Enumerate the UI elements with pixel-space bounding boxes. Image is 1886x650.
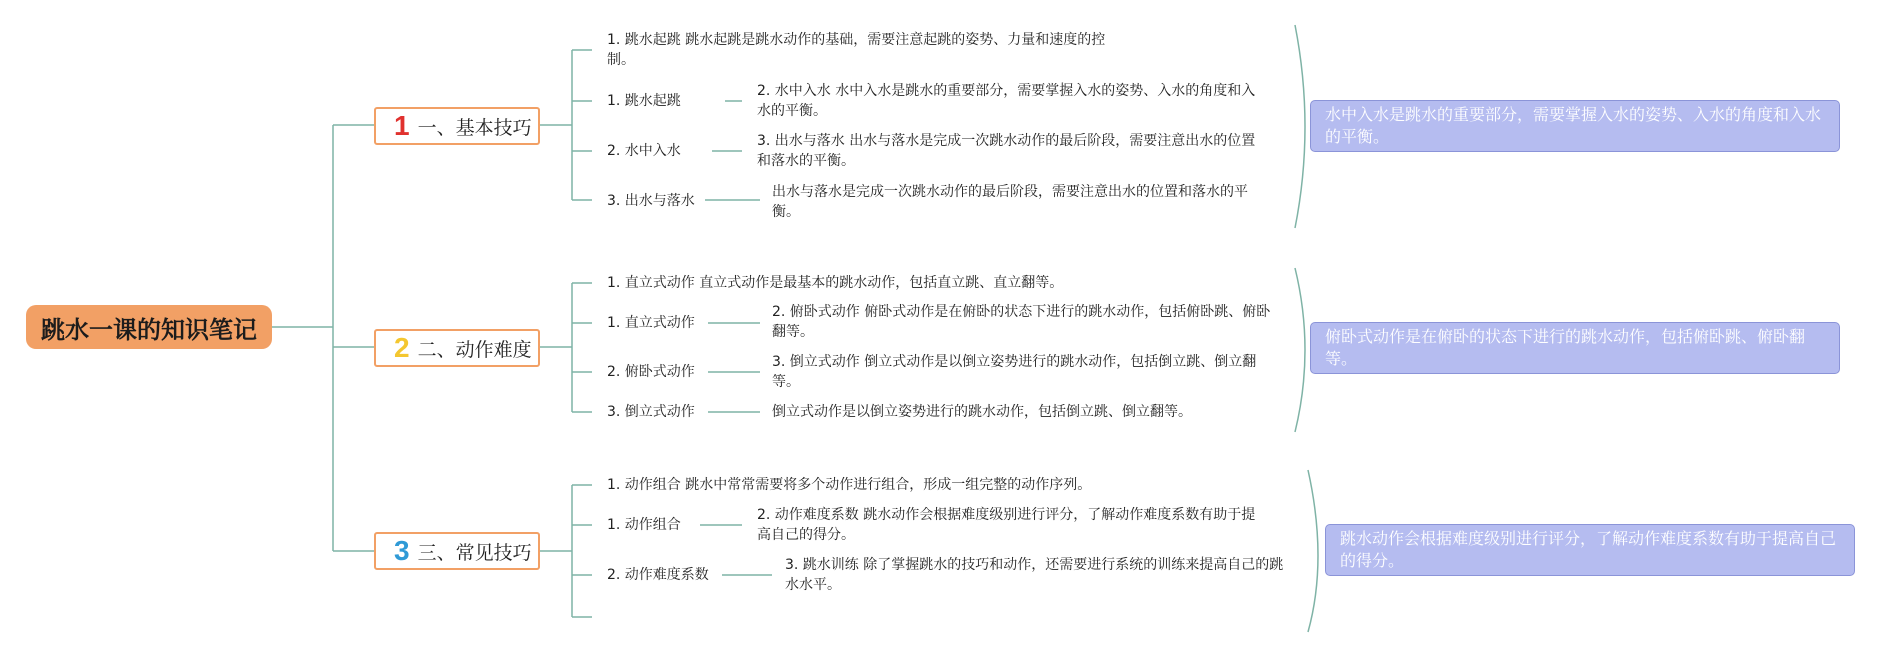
detail-item[interactable]: 3. 倒立式动作 倒立式动作是以倒立姿势进行的跳水动作，包括倒立跳、倒立翻等。 <box>772 354 1257 390</box>
topic-item[interactable]: 1. 直立式动作 直立式动作是最基本的跳水动作，包括直立跳、直立翻等。 <box>607 275 1064 291</box>
branch-basic-skills[interactable] <box>374 107 540 145</box>
topic-item[interactable]: 2. 水中入水 <box>607 143 681 159</box>
detail-item[interactable]: 出水与落水是完成一次跳水动作的最后阶段，需要注意出水的位置和落水的平衡。 <box>772 184 1248 220</box>
detail-item[interactable]: 2. 水中入水 水中入水是跳水的重要部分，需要掌握入水的姿势、入水的角度和入水的平衡。 <box>757 83 1256 119</box>
topic-item[interactable]: 3. 倒立式动作 <box>607 404 695 420</box>
summary-note-text: 水中入水是跳水的重要部分，需要掌握入水的姿势、入水的角度和入水的平衡。 <box>1325 105 1822 146</box>
topic-item[interactable]: 1. 动作组合 <box>607 517 681 533</box>
branch-common-skills[interactable] <box>374 532 540 570</box>
topic-item[interactable]: 3. 出水与落水 <box>607 193 695 209</box>
detail-item[interactable]: 2. 俯卧式动作 俯卧式动作是在俯卧的状态下进行的跳水动作，包括俯卧跳、俯卧翻等。 <box>772 304 1271 340</box>
detail-item[interactable]: 3. 出水与落水 出水与落水是完成一次跳水动作的最后阶段，需要注意出水的位置和落水的平衡。 <box>757 133 1256 169</box>
branch-difficulty[interactable] <box>374 329 540 367</box>
summary-note-text: 俯卧式动作是在俯卧的状态下进行的跳水动作，包括俯卧跳、俯卧翻等。 <box>1325 327 1806 368</box>
root-topic[interactable] <box>26 305 272 349</box>
summary-note-1[interactable] <box>1310 100 1840 152</box>
branch-label: 二、动作难度 <box>417 338 532 361</box>
summary-note-3[interactable] <box>1325 524 1855 576</box>
topic-item[interactable]: 1. 直立式动作 <box>607 315 695 331</box>
topic-item[interactable]: 2. 动作难度系数 <box>607 567 709 583</box>
detail-item[interactable]: 3. 跳水训练 除了掌握跳水的技巧和动作，还需要进行系统的训练来提高自己的跳水水平。 <box>785 557 1284 593</box>
branch-number-3: 3 <box>394 535 410 566</box>
summary-note-2[interactable] <box>1310 322 1840 374</box>
detail-item[interactable]: 倒立式动作是以倒立姿势进行的跳水动作，包括倒立跳、倒立翻等。 <box>772 404 1192 420</box>
topic-item[interactable]: 1. 跳水起跳 跳水起跳是跳水动作的基础，需要注意起跳的姿势、力量和速度的控制。 <box>607 32 1106 68</box>
topic-item[interactable]: 1. 动作组合 跳水中常常需要将多个动作进行组合，形成一组完整的动作序列。 <box>607 477 1092 493</box>
topic-item[interactable]: 1. 跳水起跳 <box>607 93 681 109</box>
root-topic-label: 跳水一课的知识笔记 <box>41 315 257 344</box>
detail-item[interactable]: 2. 动作难度系数 跳水动作会根据难度级别进行评分，了解动作难度系数有助于提高自己的得分。 <box>757 507 1256 543</box>
branch-number-2: 2 <box>394 332 410 363</box>
topic-item[interactable]: 2. 俯卧式动作 <box>607 364 695 380</box>
branch-number-1: 1 <box>394 110 410 141</box>
branch-label: 一、基本技巧 <box>417 116 532 139</box>
summary-note-text: 跳水动作会根据难度级别进行评分，了解动作难度系数有助于提高自己的得分。 <box>1340 529 1837 570</box>
branch-label: 三、常见技巧 <box>417 541 532 564</box>
